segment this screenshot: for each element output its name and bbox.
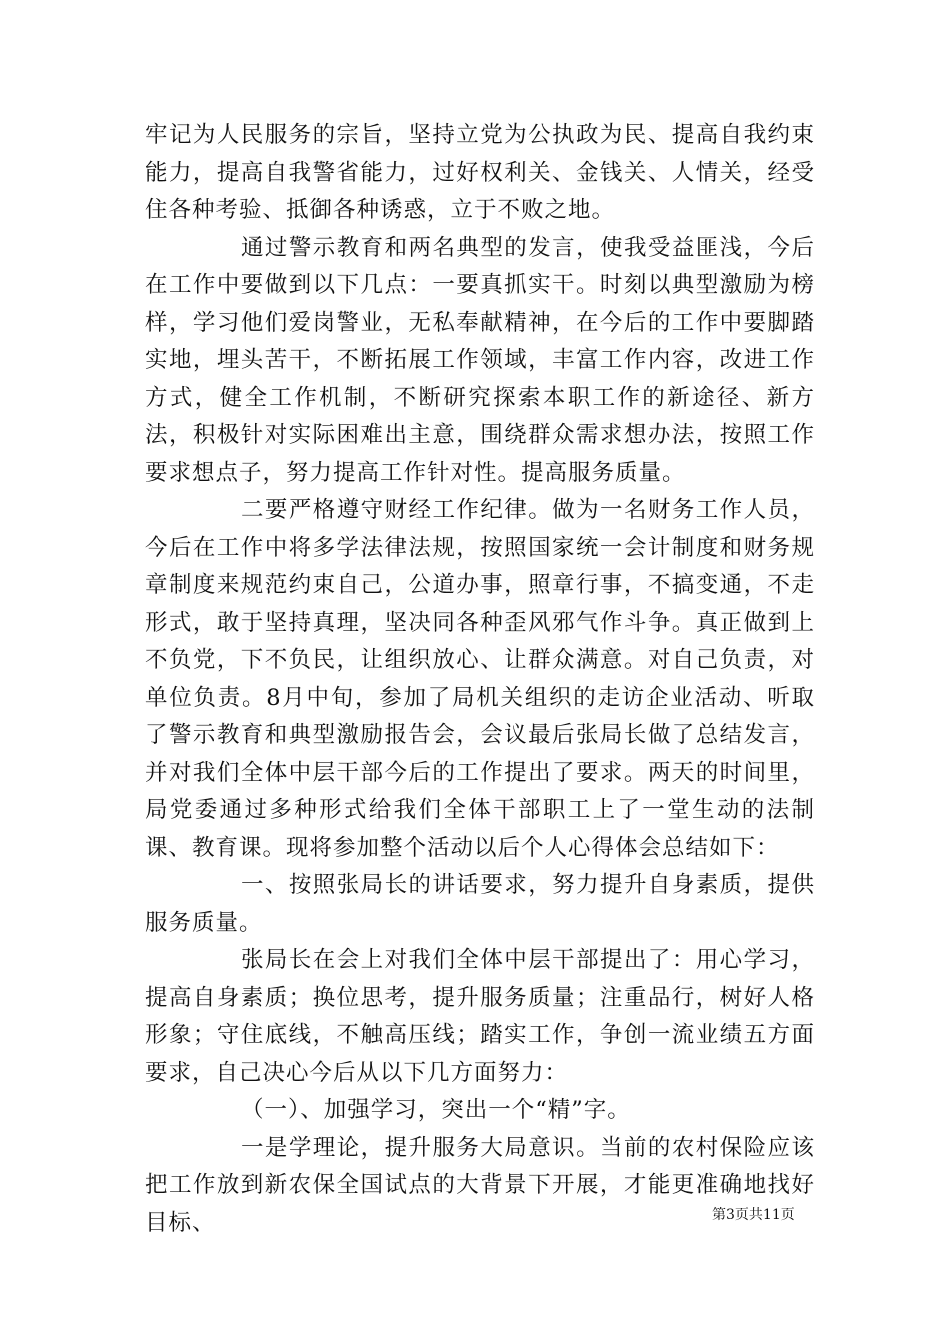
paragraph-2: 通过警示教育和两名典型的发言，使我受益匪浅，今后在工作中要做到以下几点：一要真抓实干。时刻以典型激励为榜样，学习他们爱岗警业，无私奉献精神，在今后的工作中要脚踏实地，埋头苦干，不断拓展工作领域，丰富工作内容，改进工作方式，健全工作机制，不断研究探索本职工作的新途径、新方法，积极针对实际困难出主意，围绕群众需求想办法，按照工作要求想点子，努力提高工作针对性。提高服务质量。 <box>145 234 815 486</box>
paragraph-5: 一是学理论，提升服务大局意识。当前的农村保险应该把工作放到新农保全国试点的大背景下开展，才能更准确地找好目标、 <box>145 1134 815 1236</box>
paragraph-4: 张局长在会上对我们全体中层干部提出了：用心学习，提高自身素质；换位思考，提升服务质量；注重品行，树好人格形象；守住底线，不触高压线；踏实工作，争创一流业绩五方面要求，自己决心今后从以下几方面努力： <box>145 947 815 1086</box>
body-text <box>145 117 815 1242</box>
paragraph-1: 牢记为人民服务的宗旨，坚持立党为公执政为民、提高自我约束能力，提高自我警省能力，过好权利关、金钱关、人情关，经受住各种考验、抵御各种诱惑，立于不败之地。 <box>145 122 815 223</box>
subsection-heading-1: （一）、加强学习，突出一个“精”字。 <box>241 1097 631 1123</box>
paragraph-3: 二要严格遵守财经工作纪律。做为一名财务工作人员，今后在工作中将多学法律法规，按照国家统一会计制度和财务规章制度来规范约束自己，公道办事，照章行事，不搞变通，不走形式，敢于坚持真理，坚决同各种歪风邪气作斗争。真正做到上不负党，下不负民，让组织放心、让群众满意。对自己负责，对单位负责。8月中旬，参加了局机关组织的走访企业活动、听取了警示教育和典型激励报告会，会议最后张局长做了总结发言，并对我们全体中层干部今后的工作提出了要求。两天的时间里，局党委通过多种形式给我们全体干部职工上了一堂生动的法制课、教育课。现将参加整个活动以后个人心得体会总结如下： <box>145 497 815 861</box>
page-number-footer: 第3页共11页 <box>712 1207 795 1223</box>
section-heading-1: 一、按照张局长的讲话要求，努力提升自身素质，提供服务质量。 <box>145 872 815 936</box>
